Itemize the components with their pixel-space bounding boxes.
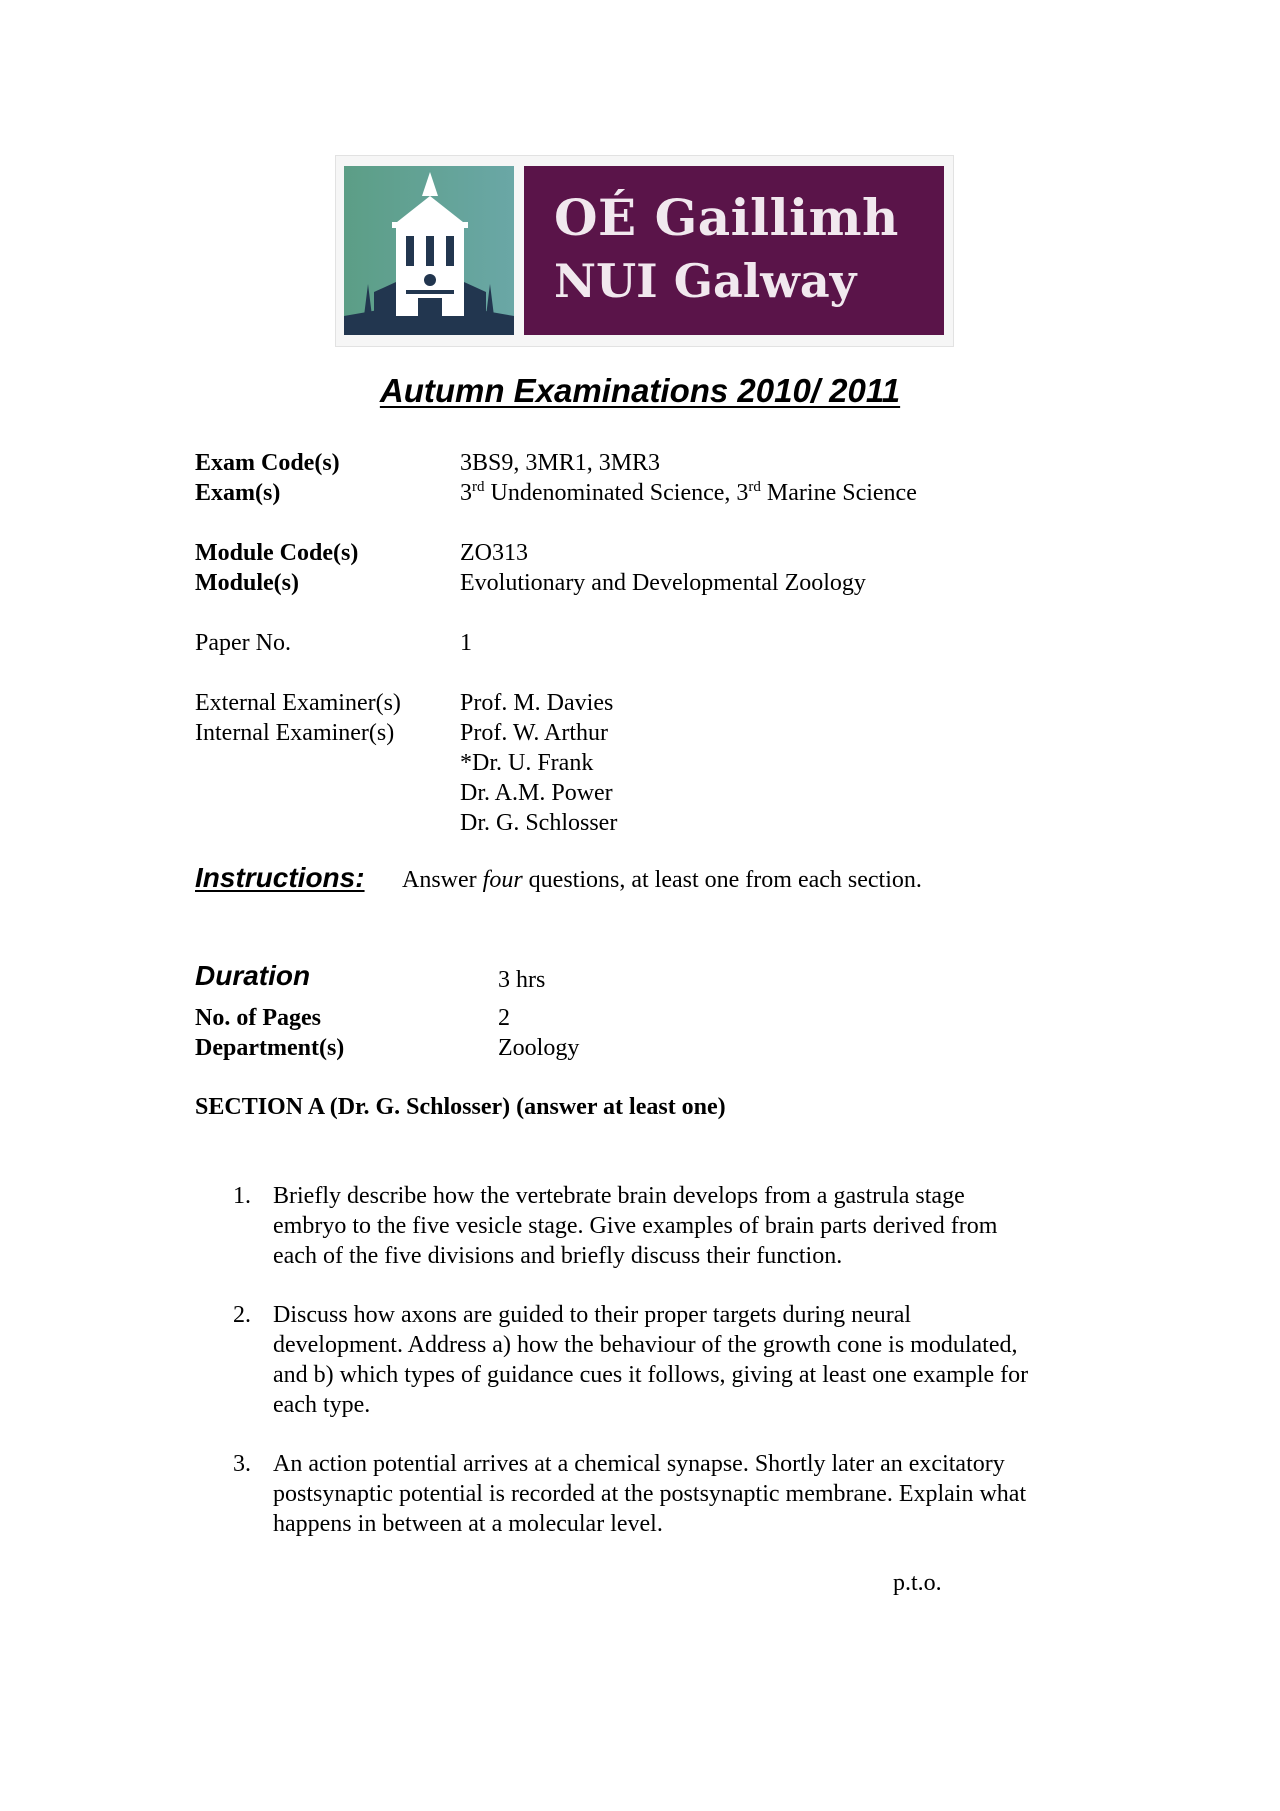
pages-value: 2 [498, 1005, 510, 1031]
logo-name-panel [524, 166, 944, 335]
question-number: 2. [233, 1302, 251, 1328]
logo-english-name: NUI Galway [554, 254, 857, 308]
instructions-text: Answer four questions, at least one from each section. [402, 867, 922, 893]
question-text: An action potential arrives at a chemical synapse. Shortly later an excitatory postsynaptic potential is recorded at the postsynaptic membrane. Explain what happens in between at a molecular level. [273, 1451, 1027, 1537]
exam-label: Exam(s) [195, 480, 281, 506]
internal-examiner-4: Dr. G. Schlosser [460, 810, 618, 836]
logo-irish-name: OÉ Gaillimh [554, 188, 899, 247]
duration-value: 3 hrs [498, 967, 546, 993]
internal-examiner-3: Dr. A.M. Power [460, 780, 613, 806]
exam-code-value: 3BS9, 3MR1, 3MR3 [460, 450, 661, 476]
department-label: Department(s) [195, 1035, 345, 1061]
question-number: 1. [233, 1183, 251, 1209]
paper-label: Paper No. [195, 630, 291, 656]
external-examiner-value: Prof. M. Davies [460, 690, 614, 716]
question-text: Discuss how axons are guided to their proper targets during neural development. Address a) how the behaviour of the growth cone is modulated, and b) which types of guidance cues it follows, giving at least one example for each type. [273, 1302, 1029, 1418]
page-turn-note: p.t.o. [893, 1570, 942, 1596]
exam-title [0, 372, 1280, 410]
module-label: Module(s) [195, 570, 299, 596]
instructions-label: Instructions: [195, 862, 365, 893]
exam-title-text: Autumn Examinations 2010/ 2011 [379, 372, 901, 409]
module-code-value: ZO313 [460, 540, 528, 566]
duration-label: Duration [195, 960, 311, 991]
department-value: Zoology [498, 1035, 580, 1061]
section-a-heading: SECTION A (Dr. G. Schlosser) (answer at least one) [195, 1094, 726, 1120]
module-value: Evolutionary and Developmental Zoology [460, 570, 866, 596]
external-examiner-label: External Examiner(s) [195, 690, 401, 716]
logo-tower-panel [344, 166, 514, 335]
internal-examiner-2: *Dr. U. Frank [460, 750, 594, 776]
tower-icon [344, 166, 514, 335]
exam-code-label: Exam Code(s) [195, 450, 340, 476]
internal-examiner-label: Internal Examiner(s) [195, 720, 395, 746]
university-logo [335, 155, 954, 347]
module-code-label: Module Code(s) [195, 540, 359, 566]
pages-label: No. of Pages [195, 1005, 321, 1031]
question-text: Briefly describe how the vertebrate brain develops from a gastrula stage embryo to the five vesicle stage. Give examples of brain parts derived from each of the five divisions and briefly discuss their function. [273, 1183, 998, 1269]
paper-value: 1 [460, 630, 472, 656]
question-number: 3. [233, 1451, 251, 1477]
exam-value: 3rd Undenominated Science, 3rd Marine Science [460, 479, 917, 506]
internal-examiner-1: Prof. W. Arthur [460, 720, 609, 746]
